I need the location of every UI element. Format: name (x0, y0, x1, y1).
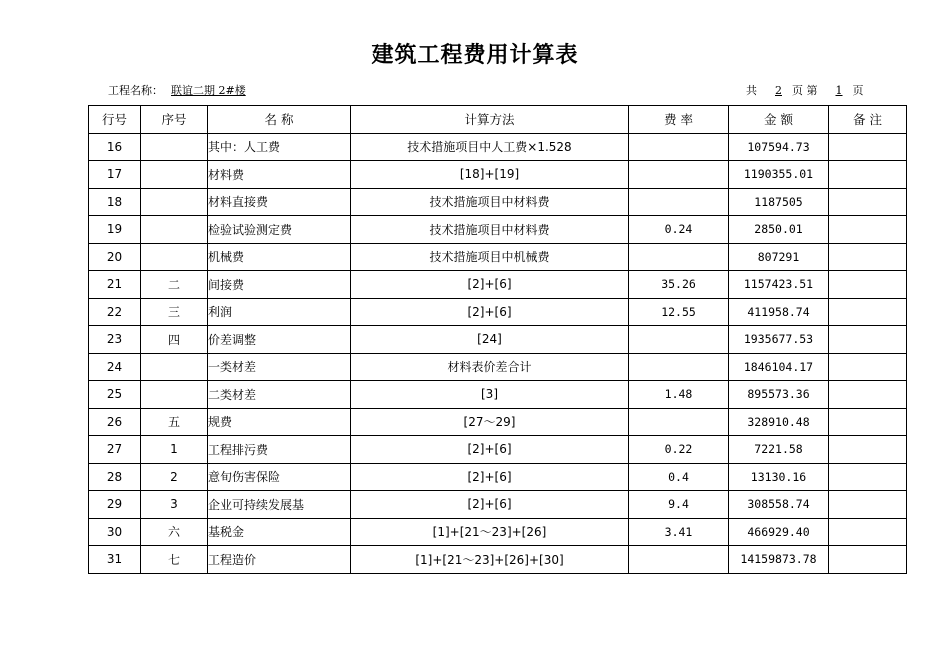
cell-method: [2]+[6] (351, 436, 629, 464)
cell-note (829, 298, 907, 326)
cell-name: 规费 (208, 408, 351, 436)
project-name-line (108, 82, 254, 98)
cell-amount: 466929.40 (729, 518, 829, 546)
cell-method: 技术措施项目中人工费×1.528 (351, 133, 629, 161)
page-title: 建筑工程费用计算表 (371, 43, 579, 68)
cell-rate: 12.55 (629, 298, 729, 326)
cell-name: 利润 (208, 298, 351, 326)
cell-line-no: 24 (89, 353, 141, 381)
cell-rate (629, 133, 729, 161)
cell-amount: 1157423.51 (729, 271, 829, 299)
cell-note (829, 491, 907, 519)
pagination (746, 82, 864, 98)
cell-seq-no: 1 (141, 436, 208, 464)
page-total: 2 (775, 84, 782, 97)
cell-note (829, 353, 907, 381)
header-line-no: 行号 (89, 106, 141, 134)
cell-name: 一类材差 (208, 353, 351, 381)
project-name-label: 工程名称： (108, 84, 163, 97)
cell-method: [3] (351, 381, 629, 409)
cell-name: 检验试验测定费 (208, 216, 351, 244)
cell-method: [2]+[6] (351, 271, 629, 299)
page-word: 页 (792, 84, 803, 97)
cell-note (829, 133, 907, 161)
cell-line-no: 22 (89, 298, 141, 326)
cell-rate: 3.41 (629, 518, 729, 546)
cell-seq-no (141, 188, 208, 216)
cell-name: 工程造价 (208, 546, 351, 574)
table-body (89, 133, 907, 573)
cell-name: 意旬伤害保险 (208, 463, 351, 491)
cell-line-no: 18 (89, 188, 141, 216)
cell-note (829, 463, 907, 491)
table-row (89, 546, 907, 574)
cell-line-no: 21 (89, 271, 141, 299)
table-row (89, 216, 907, 244)
cell-method: [1]+[21～23]+[26] (351, 518, 629, 546)
cell-line-no: 27 (89, 436, 141, 464)
table-row (89, 326, 907, 354)
cell-method: 技术措施项目中材料费 (351, 216, 629, 244)
cell-line-no: 23 (89, 326, 141, 354)
cell-amount: 1935677.53 (729, 326, 829, 354)
cell-seq-no: 四 (141, 326, 208, 354)
cell-amount: 2850.01 (729, 216, 829, 244)
cell-line-no: 30 (89, 518, 141, 546)
cell-method: 技术措施项目中机械费 (351, 243, 629, 271)
cell-method: [2]+[6] (351, 463, 629, 491)
table-row (89, 518, 907, 546)
cell-rate: 9.4 (629, 491, 729, 519)
cell-seq-no (141, 243, 208, 271)
page-current-prefix: 第 (806, 84, 818, 97)
cell-amount: 308558.74 (729, 491, 829, 519)
table-row (89, 353, 907, 381)
cell-seq-no: 二 (141, 271, 208, 299)
cell-rate (629, 353, 729, 381)
cell-note (829, 216, 907, 244)
table-header-row (89, 106, 907, 134)
cell-seq-no: 六 (141, 518, 208, 546)
cell-amount: 1187505 (729, 188, 829, 216)
cell-amount: 13130.16 (729, 463, 829, 491)
cell-note (829, 381, 907, 409)
cell-name: 二类材差 (208, 381, 351, 409)
table-row (89, 463, 907, 491)
cell-rate: 1.48 (629, 381, 729, 409)
cell-name: 企业可持续发展基 (208, 491, 351, 519)
cell-line-no: 16 (89, 133, 141, 161)
table-row (89, 408, 907, 436)
cell-seq-no: 三 (141, 298, 208, 326)
header-method: 计算方法 (351, 106, 629, 134)
cell-line-no: 26 (89, 408, 141, 436)
cell-note (829, 271, 907, 299)
cell-rate: 0.22 (629, 436, 729, 464)
cell-seq-no: 2 (141, 463, 208, 491)
table-row (89, 436, 907, 464)
cell-method: [24] (351, 326, 629, 354)
cell-note (829, 243, 907, 271)
cell-seq-no (141, 161, 208, 189)
page-total-prefix: 共 (746, 84, 757, 97)
cell-method: [2]+[6] (351, 491, 629, 519)
cell-note (829, 408, 907, 436)
table-row (89, 381, 907, 409)
table-row (89, 243, 907, 271)
header-note: 备 注 (829, 106, 907, 134)
cell-rate: 35.26 (629, 271, 729, 299)
cell-seq-no (141, 133, 208, 161)
cell-amount: 1846104.17 (729, 353, 829, 381)
cell-rate (629, 161, 729, 189)
cell-rate: 0.24 (629, 216, 729, 244)
cell-note (829, 546, 907, 574)
cell-line-no: 25 (89, 381, 141, 409)
cell-name: 材料费 (208, 161, 351, 189)
cell-name: 价差调整 (208, 326, 351, 354)
cell-line-no: 31 (89, 546, 141, 574)
cell-amount: 1190355.01 (729, 161, 829, 189)
cell-seq-no (141, 381, 208, 409)
table-row (89, 133, 907, 161)
cell-name: 其中：人工费 (208, 133, 351, 161)
table-row (89, 491, 907, 519)
cell-rate (629, 546, 729, 574)
cell-method: 材料表价差合计 (351, 353, 629, 381)
cell-rate (629, 243, 729, 271)
cell-rate: 0.4 (629, 463, 729, 491)
cell-method: [27～29] (351, 408, 629, 436)
cell-name: 间接费 (208, 271, 351, 299)
cell-amount: 328910.48 (729, 408, 829, 436)
table-row (89, 298, 907, 326)
cell-note (829, 161, 907, 189)
page-current-suffix: 页 (852, 84, 864, 97)
header-name: 名 称 (208, 106, 351, 134)
cell-seq-no: 3 (141, 491, 208, 519)
cell-name: 基税金 (208, 518, 351, 546)
cell-method: [18]+[19] (351, 161, 629, 189)
cell-amount: 807291 (729, 243, 829, 271)
cell-line-no: 29 (89, 491, 141, 519)
cell-name: 材料直接费 (208, 188, 351, 216)
table-row (89, 271, 907, 299)
cell-line-no: 28 (89, 463, 141, 491)
cell-amount: 107594.73 (729, 133, 829, 161)
cell-line-no: 20 (89, 243, 141, 271)
header-amount: 金 额 (729, 106, 829, 134)
cell-amount: 7221.58 (729, 436, 829, 464)
cell-line-no: 17 (89, 161, 141, 189)
cell-rate (629, 326, 729, 354)
page-current: 1 (835, 84, 843, 97)
table-row (89, 188, 907, 216)
cell-rate (629, 408, 729, 436)
cell-name: 机械费 (208, 243, 351, 271)
cell-seq-no (141, 216, 208, 244)
cell-method: 技术措施项目中材料费 (351, 188, 629, 216)
project-name-value: 联谊二期 2#楼 (171, 84, 246, 97)
cell-name: 工程排污费 (208, 436, 351, 464)
cell-rate (629, 188, 729, 216)
cell-note (829, 188, 907, 216)
header-rate: 费 率 (629, 106, 729, 134)
cell-seq-no (141, 353, 208, 381)
cell-amount: 895573.36 (729, 381, 829, 409)
cell-note (829, 326, 907, 354)
header-seq-no: 序号 (141, 106, 208, 134)
cell-method: [1]+[21～23]+[26]+[30] (351, 546, 629, 574)
cell-line-no: 19 (89, 216, 141, 244)
cell-amount: 14159873.78 (729, 546, 829, 574)
cell-seq-no: 五 (141, 408, 208, 436)
cell-seq-no: 七 (141, 546, 208, 574)
cell-method: [2]+[6] (351, 298, 629, 326)
cell-amount: 411958.74 (729, 298, 829, 326)
table-row (89, 161, 907, 189)
fee-table (88, 105, 907, 574)
cell-note (829, 518, 907, 546)
cell-note (829, 436, 907, 464)
